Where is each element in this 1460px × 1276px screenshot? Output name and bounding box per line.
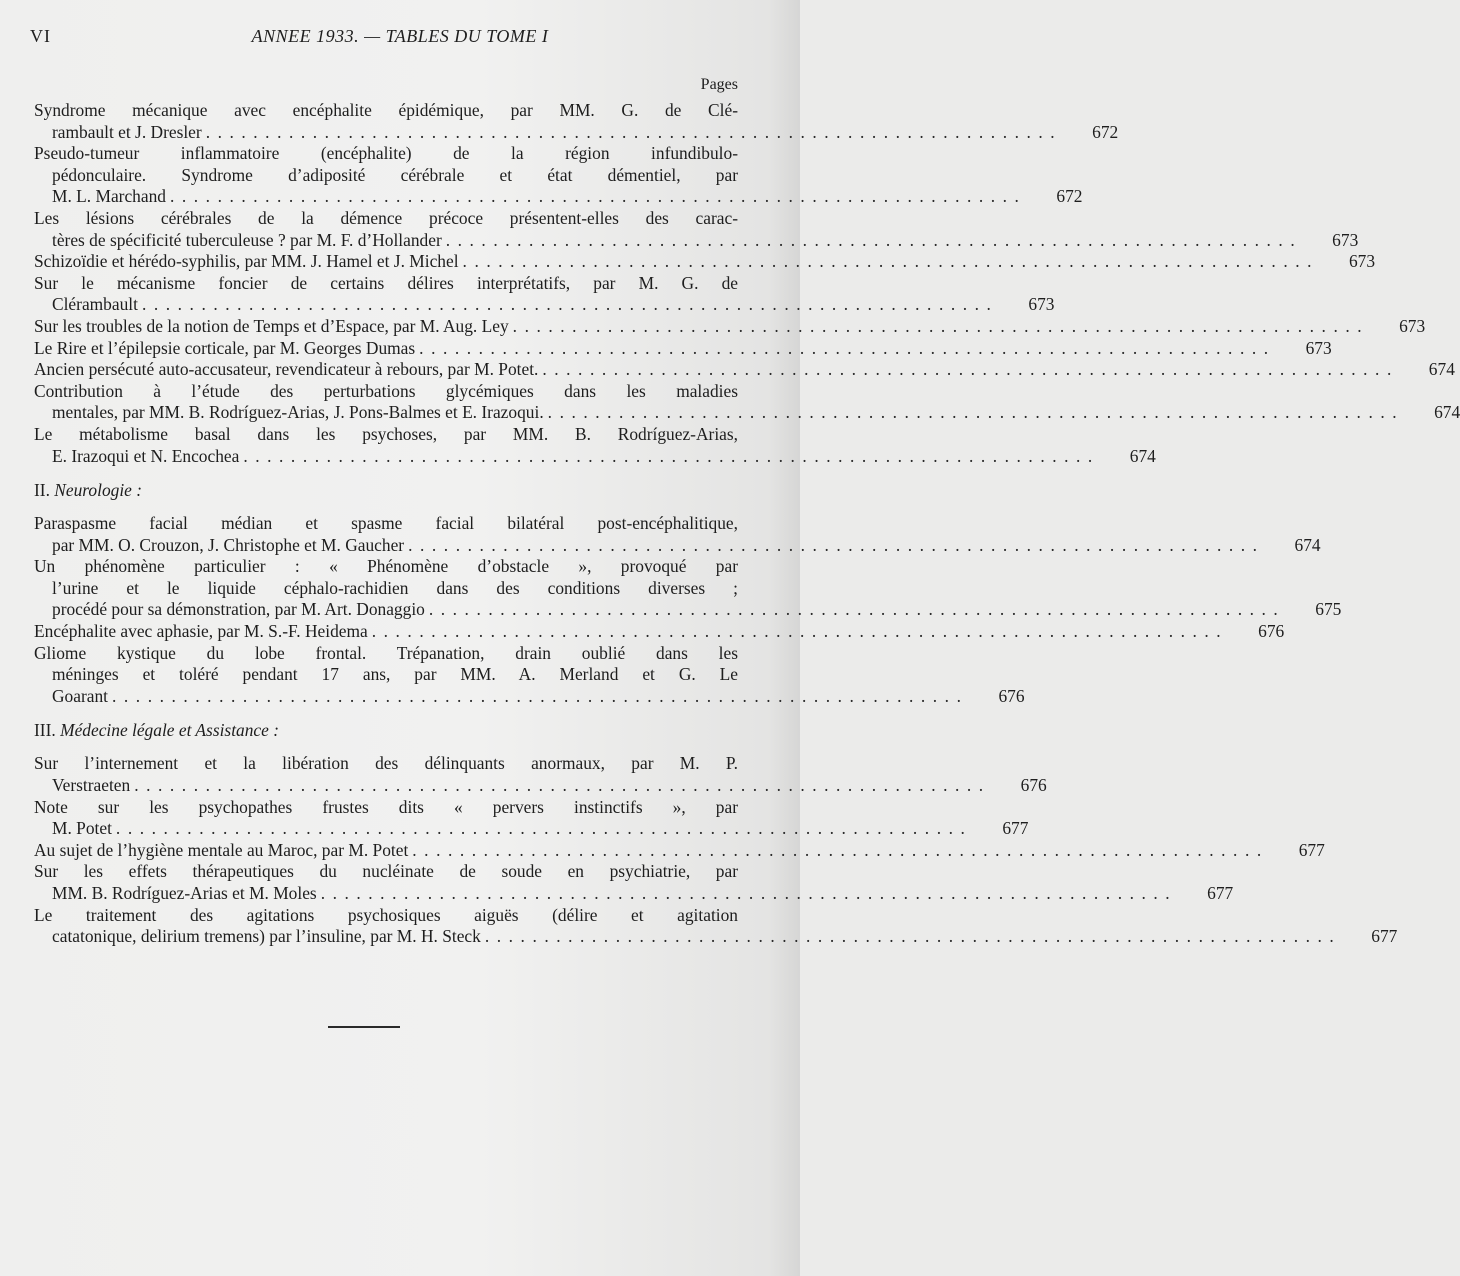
running-title: ANNEE 1933. — TABLES DU TOME I <box>251 26 549 46</box>
dot-leader: . . . . . . . . . . . . . . . . . . . . . . . . . . . . . . . . . . . . . . . . . . . . . . . . . . . . . . . . . . . . . . . . . . . . . . . . <box>141 294 993 315</box>
dot-leader: . . . . . . . . . . . . . . . . . . . . . . . . . . . . . . . . . . . . . . . . . . . . . . . . . . . . . . . . . . . . . . . . . . . . . . . . <box>512 315 1364 336</box>
entry-text-line: Contribution à l’étude des perturbations glycémiques dans les maladies <box>34 380 738 401</box>
entry-text-line: Syndrome mécanique avec encéphalite épidémique, par MM. G. de Clé- <box>34 100 738 120</box>
dot-leader: . . . . . . . . . . . . . . . . . . . . . . . . . . . . . . . . . . . . . . . . . . . . . . . . . . . . . . . . . . . . . . . . . . . . . . . . <box>419 337 1270 358</box>
entry-text-line: Sur le mécanisme foncier de certains délires interprétatifs, par M. G. de <box>34 272 738 293</box>
pages-column-label: Pages <box>700 76 738 93</box>
page-number: 672 <box>1092 121 1119 142</box>
page-number: 672 <box>1056 186 1083 207</box>
toc-entry <box>34 100 1119 143</box>
page-number: 676 <box>998 685 1025 706</box>
entry-text-line: Verstraeten <box>52 775 131 796</box>
section-heading <box>34 719 738 741</box>
toc-entry <box>34 642 1025 708</box>
entry-text-line: procédé pour sa démonstration, par M. Art. Donaggio <box>52 599 425 620</box>
entry-text-line: rambault et J. Dresler <box>52 121 202 142</box>
entry-text-line: Les lésions cérébrales de la démence précoce présentent-elles des carac- <box>34 207 738 228</box>
dot-leader: . . . . . . . . . . . . . . . . . . . . . . . . . . . . . . . . . . . . . . . . . . . . . . . . . . . . . . . . . . . . . . . . . . . . . . . . <box>408 534 1259 555</box>
section-gap <box>34 501 738 513</box>
toc-entry <box>34 359 1455 381</box>
page-number: 674 <box>1129 445 1156 466</box>
page-number: 674 <box>1294 534 1321 555</box>
dot-leader: . . . . . . . . . . . . . . . . . . . . . . . . . . . . . . . . . . . . . . . . . . . . . . . . . . . . . . . . . . . . . . . . . . . . . . . . <box>428 599 1280 620</box>
page-number: 677 <box>1371 926 1398 947</box>
dot-leader: . . . . . . . . . . . . . . . . . . . . . . . . . . . . . . . . . . . . . . . . . . . . . . . . . . . . . . . . . . . . . . . . . . . . . . . . <box>169 186 1021 207</box>
dot-leader: . . . . . . . . . . . . . . . . . . . . . . . . . . . . . . . . . . . . . . . . . . . . . . . . . . . . . . . . . . . . . . . . . . . . . . . . <box>134 775 985 796</box>
page-number: 677 <box>1298 839 1325 860</box>
dot-leader: . . . . . . . . . . . . . . . . . . . . . . . . . . . . . . . . . . . . . . . . . . . . . . . . . . . . . . . . . . . . . . . . . . . . . . . . <box>462 251 1314 272</box>
entry-text-line: catatonique, delirium tremens) par l’insuline, par M. H. Steck <box>52 926 481 947</box>
entry-text-line: Pseudo-tumeur inflammatoire (encéphalite) de la région infundibulo- <box>34 143 738 164</box>
entry-last-line <box>34 685 1025 708</box>
dot-leader: . . . . . . . . . . . . . . . . . . . . . . . . . . . . . . . . . . . . . . . . . . . . . . . . . . . . . . . . . . . . . . . . . . . . . . . . <box>547 402 1399 423</box>
dot-leader: . . . . . . . . . . . . . . . . . . . . . . . . . . . . . . . . . . . . . . . . . . . . . . . . . . . . . . . . . . . . . . . . . . . . . . . . <box>112 685 963 706</box>
section-number: II. <box>34 480 55 501</box>
page-number: 673 <box>1028 294 1055 315</box>
entry-text-line: Sur les troubles de la notion de Temps et d’Espace, par M. Aug. Ley <box>34 315 509 336</box>
toc-entry <box>34 861 1234 904</box>
toc-entry <box>34 337 1332 360</box>
entry-text-line: pédonculaire. Syndrome d’adiposité cérébrale et état démentiel, par <box>52 164 738 185</box>
table-of-contents <box>34 100 1460 948</box>
entry-text-line: l’urine et le liquide céphalo-rachidien dans des conditions diverses ; <box>52 577 738 598</box>
entry-last-line <box>34 445 1156 468</box>
running-header <box>0 26 800 52</box>
entry-text-line: E. Irazoqui et N. Encochea <box>52 445 240 466</box>
entry-text-line: mentales, par MM. B. Rodríguez-Arias, J. Pons-Balmes et E. Irazoqui. <box>52 402 544 423</box>
section-label: Neurologie : <box>54 480 143 501</box>
entry-last-line <box>34 121 1119 144</box>
toc-entry <box>34 315 1426 338</box>
entry-last-line <box>34 294 1055 316</box>
entry-last-line <box>34 186 1083 208</box>
entry-text-line: MM. B. Rodríguez-Arias et M. Moles <box>52 883 317 903</box>
toc-entry <box>34 380 1460 424</box>
dot-leader: . . . . . . . . . . . . . . . . . . . . . . . . . . . . . . . . . . . . . . . . . . . . . . . . . . . . . . . . . . . . . . . . . . . . . . . . <box>320 883 1172 903</box>
entry-text-line: Ancien persécuté auto-accusateur, revendicateur à rebours, par M. Potet. <box>34 359 539 380</box>
dot-leader: . . . . . . . . . . . . . . . . . . . . . . . . . . . . . . . . . . . . . . . . . . . . . . . . . . . . . . . . . . . . . . . . . . . . . . . . <box>115 818 967 839</box>
dot-leader: . . . . . . . . . . . . . . . . . . . . . . . . . . . . . . . . . . . . . . . . . . . . . . . . . . . . . . . . . . . . . . . . . . . . . . . . <box>542 359 1393 380</box>
page-number: 674 <box>1434 402 1460 423</box>
entry-text-line: Le métabolisme basal dans les psychoses, par MM. B. Rodríguez-Arias, <box>34 423 738 444</box>
entry-text-line: Paraspasme facial médian et spasme facial bilatéral post-encéphalitique, <box>34 513 738 534</box>
closing-rule <box>328 1026 400 1028</box>
page-number: 677 <box>1207 883 1234 903</box>
section-gap <box>34 467 738 479</box>
entry-last-line <box>34 315 1426 338</box>
toc-entry <box>34 904 1398 948</box>
dot-leader: . . . . . . . . . . . . . . . . . . . . . . . . . . . . . . . . . . . . . . . . . . . . . . . . . . . . . . . . . . . . . . . . . . . . . . . . <box>205 121 1057 142</box>
entry-text-line: méninges et toléré pendant 17 ans, par MM. A. Merland et G. Le <box>52 664 738 685</box>
section-gap <box>34 707 738 719</box>
page-number: 675 <box>1315 599 1342 620</box>
toc-entry <box>34 143 1083 208</box>
entry-text-line: Un phénomène particulier : « Phénomène d’obstacle », provoqué par <box>34 556 738 577</box>
entry-text-line: Schizoïdie et hérédo-syphilis, par MM. J. Hamel et J. Michel <box>34 251 459 272</box>
dot-leader: . . . . . . . . . . . . . . . . . . . . . . . . . . . . . . . . . . . . . . . . . . . . . . . . . . . . . . . . . . . . . . . . . . . . . . . . <box>412 839 1263 860</box>
entry-text-line: Sur l’internement et la libération des délinquants anormaux, par M. P. <box>34 753 738 774</box>
section-heading <box>34 479 738 501</box>
toc-entry <box>34 513 1321 556</box>
section-number: III. <box>34 720 61 741</box>
entry-text-line: M. L. Marchand <box>52 186 166 207</box>
page-number: 673 <box>1305 337 1332 358</box>
dot-leader: . . . . . . . . . . . . . . . . . . . . . . . . . . . . . . . . . . . . . . . . . . . . . . . . . . . . . . . . . . . . . . . . . . . . . . . . <box>445 229 1297 250</box>
entry-text-line: Le traitement des agitations psychosiques aiguës (délire et agitation <box>34 904 738 925</box>
entry-text-line: Clérambault <box>52 294 138 315</box>
entry-last-line <box>34 337 1332 360</box>
toc-entry <box>34 272 1055 316</box>
entry-text-line: Le Rire et l’épilepsie corticale, par M. Georges Dumas <box>34 337 416 358</box>
toc-entry <box>34 753 1047 796</box>
section-gap <box>34 741 738 753</box>
entry-text-line: Gliome kystique du lobe frontal. Trépanation, drain oublié dans les <box>34 642 738 663</box>
dot-leader: . . . . . . . . . . . . . . . . . . . . . . . . . . . . . . . . . . . . . . . . . . . . . . . . . . . . . . . . . . . . . . . . . . . . . . . . <box>371 621 1223 642</box>
page-number: 674 <box>1428 359 1455 380</box>
entry-text-line: Au sujet de l’hygiène mentale au Maroc, par M. Potet <box>34 839 409 860</box>
entry-text-line: par MM. O. Crouzon, J. Christophe et M. Gaucher <box>52 534 405 555</box>
entry-last-line <box>34 621 1285 643</box>
entry-last-line <box>34 359 1455 381</box>
entry-text-line: Encéphalite avec aphasie, par M. S.-F. Heidema <box>34 621 368 642</box>
toc-entry <box>34 207 1359 251</box>
page-number: 673 <box>1332 229 1359 250</box>
entry-last-line <box>34 926 1398 948</box>
page-number: 677 <box>1002 818 1029 839</box>
page-number: 673 <box>1348 251 1376 272</box>
entry-last-line <box>34 534 1321 557</box>
entry-last-line <box>34 839 1325 862</box>
toc-entry <box>34 621 1285 643</box>
page-number: 673 <box>1399 315 1426 336</box>
dot-leader: . . . . . . . . . . . . . . . . . . . . . . . . . . . . . . . . . . . . . . . . . . . . . . . . . . . . . . . . . . . . . . . . . . . . . . . . <box>484 926 1336 947</box>
entry-last-line <box>34 883 1234 905</box>
toc-entry <box>34 796 1029 840</box>
entry-last-line <box>34 402 1460 424</box>
entry-text-line: M. Potet <box>52 818 112 839</box>
entry-last-line <box>34 229 1359 252</box>
entry-text-line: tères de spécificité tuberculeuse ? par M. F. d’Hollander <box>52 229 442 250</box>
toc-entry <box>34 251 1376 273</box>
page-folio: VI <box>30 26 51 46</box>
entry-text-line: Note sur les psychopathes frustes dits « pervers instinctifs », par <box>34 796 738 817</box>
entry-last-line <box>34 599 1342 621</box>
section-label: Médecine légale et Assistance : <box>60 720 279 741</box>
toc-entry <box>34 839 1325 862</box>
page-number: 676 <box>1258 621 1285 642</box>
toc-entry <box>34 556 1342 621</box>
toc-entry <box>34 423 1156 467</box>
entry-last-line <box>34 251 1376 273</box>
page-number: 676 <box>1020 775 1047 796</box>
entry-last-line <box>34 775 1047 797</box>
entry-last-line <box>34 818 1029 840</box>
dot-leader: . . . . . . . . . . . . . . . . . . . . . . . . . . . . . . . . . . . . . . . . . . . . . . . . . . . . . . . . . . . . . . . . . . . . . . . . <box>243 445 1094 466</box>
entry-text-line: Sur les effets thérapeutiques du nucléinate de soude en psychiatrie, par <box>34 861 738 882</box>
entry-text-line: Goarant <box>52 685 109 706</box>
